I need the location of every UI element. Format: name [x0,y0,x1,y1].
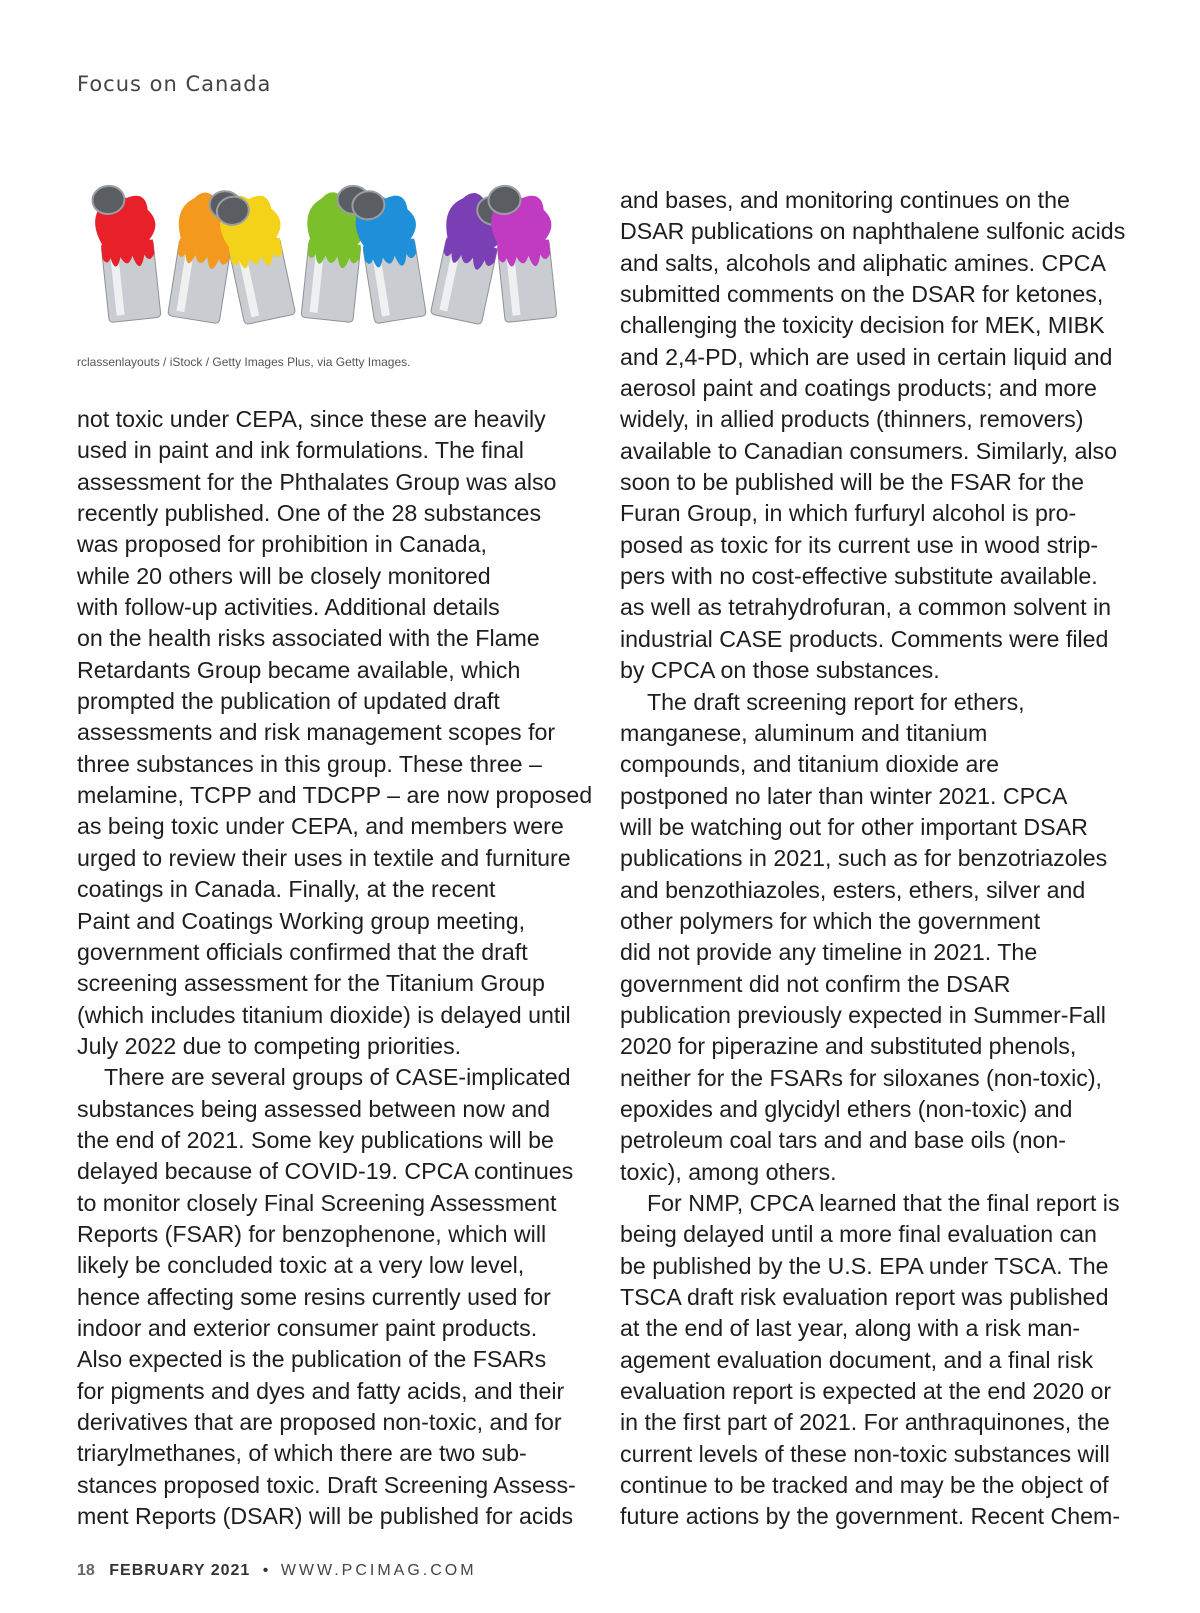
text-line: current levels of these non-toxic substances will [620,1440,1110,1467]
text-line: and 2,4-PD, which are used in certain liquid and [620,343,1113,370]
article-column-left [77,404,593,1532]
text-line: will be watching out for other important DSAR [620,813,1088,840]
paint-can [487,181,561,323]
website-link[interactable]: WWW.PCIMAG.COM [280,1562,477,1579]
text-line: stances proposed toxic. Draft Screening Assess- [77,1471,576,1498]
text-line: compounds, and titanium dioxide are [620,751,999,778]
footer-separator: • [262,1562,269,1579]
text-line: recently published. One of the 28 substances [77,500,542,527]
text-line: while 20 others will be closely monitored [77,562,491,589]
text-line: triarylmethanes, of which there are two sub- [77,1440,527,1467]
text-line: in the first part of 2021. For anthraquinones, the [620,1409,1110,1436]
text-line: urged to review their uses in textile and furniture [77,844,571,871]
paint-cans-photo [72,180,590,345]
text-line: delayed because of COVID-19. CPCA continues [77,1158,574,1185]
text-line: aerosol paint and coatings products; and more [620,375,1097,402]
text-line: TSCA draft risk evaluation report was published [620,1284,1109,1311]
text-line: Retardants Group became available, which [77,656,521,683]
text-line: publications in 2021, such as for benzotriazoles [620,845,1108,872]
text-line: widely, in allied products (thinners, removers) [620,406,1084,433]
text-line: Paint and Coatings Working group meeting, [77,907,526,934]
text-line: derivatives that are proposed non-toxic, and for [77,1409,562,1435]
text-line: substances being assessed between now and [77,1095,551,1122]
text-line: hence affecting some resins currently used for [77,1283,551,1310]
text-line: soon to be published will be the FSAR for the [620,469,1085,496]
text-line: and benzothiazoles, esters, ethers, silver and [620,876,1086,903]
text-line: There are several groups of CASE-implicated [104,1064,571,1091]
issue-date: FEBRUARY 2021 [109,1562,251,1579]
text-line: 2020 for piperazine and substituted phenols, [620,1033,1077,1060]
text-line: agement evaluation document, and a final risk [620,1346,1094,1373]
text-line: evaluation report is expected at the end 2020 or [620,1378,1112,1405]
text-line: prompted the publication of updated draft [77,688,500,715]
article-column-right [620,185,1130,1533]
text-line: likely be concluded toxic at a very low level, [77,1252,525,1279]
text-line: by CPCA on those substances. [620,657,940,684]
text-line: melamine, TCPP and TDCPP – are now proposed [77,782,593,809]
text-line: epoxides and glycidyl ethers (non-toxic) and [620,1095,1073,1122]
text-line: with follow-up activities. Additional details [77,594,500,621]
text-line: be published by the U.S. EPA under TSCA. The [620,1252,1109,1279]
text-line: available to Canadian consumers. Similarly, also [620,437,1118,464]
text-line: indoor and exterior consumer paint products. [77,1314,538,1341]
text-line: petroleum coal tars and and base oils (non- [620,1127,1066,1154]
text-line: three substances in this group. These three – [77,750,542,777]
text-line: DSAR publications on naphthalene sulfonic acids [620,218,1126,245]
text-line: on the health risks associated with the Flame [77,625,540,652]
text-line: manganese, aluminum and titanium [620,719,988,746]
page-number: 18 [77,1562,95,1579]
text-line: did not provide any timeline in 2021. The [620,939,1038,966]
text-line: was proposed for prohibition in Canada, [77,531,487,558]
text-line: at the end of last year, along with a risk man- [620,1315,1081,1342]
text-line: industrial CASE products. Comments were filed [620,625,1109,652]
text-line: publication previously expected in Summer-Fall [620,1001,1106,1028]
text-line: neither for the FSARs for siloxanes (non-toxic), [620,1064,1102,1091]
text-line: pers with no cost-effective substitute available. [620,563,1098,590]
text-line: used in paint and ink formulations. The final [77,437,524,464]
text-line: other polymers for which the government [620,907,1041,934]
page-footer [77,1562,477,1580]
photo-caption: rclassenlayouts / iStock / Getty Images Plus, via Getty Images. [77,355,411,369]
text-line: toxic), among others. [620,1158,837,1185]
text-line: to monitor closely Final Screening Assessment [77,1189,557,1216]
text-line: not toxic under CEPA, since these are heavily [77,406,546,432]
paint-can [91,181,165,323]
text-line: postponed no later than winter 2021. CPCA [620,782,1068,809]
text-line: Also expected is the publication of the FSARs [77,1346,547,1373]
text-line: being delayed until a more final evaluation can [620,1221,1097,1248]
text-line: For NMP, CPCA learned that the final report is [647,1190,1120,1216]
text-line: Reports (FSAR) for benzophenone, which will [77,1220,547,1247]
text-line: government officials confirmed that the draft [77,938,528,965]
paint-can [350,185,430,325]
text-line: July 2022 due to competing priorities. [77,1032,462,1059]
text-line: submitted comments on the DSAR for ketones, [620,281,1104,308]
text-line: the end of 2021. Some key publications will be [77,1126,554,1153]
text-line: for pigments and dyes and fatty acids, and their [77,1377,565,1404]
text-line: ment Reports (DSAR) will be published for acids [77,1503,574,1530]
text-line: and bases, and monitoring continues on the [620,187,1070,213]
text-line: government did not confirm the DSAR [620,970,1011,997]
text-line: assessments and risk management scopes for [77,719,556,746]
text-line: continue to be tracked and may be the object of [620,1472,1109,1499]
text-line: challenging the toxicity decision for MEK, MIBK [620,312,1105,339]
text-line: posed as toxic for its current use in wood strip- [620,531,1099,558]
text-line: future actions by the government. Recent Chem- [620,1503,1121,1530]
text-line: and salts, alcohols and aliphatic amines. CPCA [620,249,1106,276]
text-line: coatings in Canada. Finally, at the recent [77,876,496,903]
text-line: as well as tetrahydrofuran, a common solvent in [620,594,1112,621]
text-line: (which includes titanium dioxide) is delayed until [77,1001,571,1028]
text-line: Furan Group, in which furfuryl alcohol is pro- [620,500,1077,527]
text-line: screening assessment for the Titanium Group [77,970,545,997]
text-line: assessment for the Phthalates Group was also [77,468,557,495]
text-line: The draft screening report for ethers, [647,688,1025,715]
text-line: as being toxic under CEPA, and members were [77,813,564,840]
section-title: Focus on Canada [77,72,272,96]
